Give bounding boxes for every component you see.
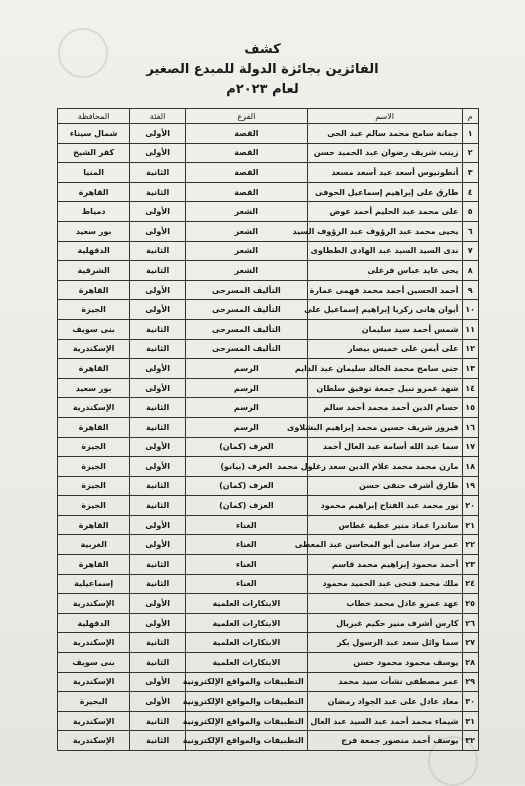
row-number: ١٣ (462, 359, 479, 379)
governorate-cell: الجيزة (58, 437, 130, 457)
winner-name: فيروز شريف حسين محمد إبراهيم البشلاوى (307, 417, 462, 437)
governorate-cell: الجيزة (58, 300, 130, 320)
winner-name: عهد عمرو عادل محمد خطاب (307, 594, 462, 614)
category-cell: الثانية (130, 319, 186, 339)
branch-cell: التأليف المسرحى (185, 319, 307, 339)
row-number: ٨ (462, 261, 479, 281)
category-cell: الثانية (130, 653, 186, 673)
row-number: ٣١ (462, 711, 479, 731)
winner-name: شمس أحمد سيد سليمان (307, 319, 462, 339)
row-number: ٢٤ (462, 574, 479, 594)
header-branch: الفرع (185, 109, 307, 124)
table-row (58, 515, 479, 535)
governorate-cell: القاهرة (58, 515, 130, 535)
winner-name: كارس أشرف منير حكيم غبريال (307, 613, 462, 633)
category-cell: الثانية (130, 339, 186, 359)
title-line-3: لعام ٢٠٢٣م (226, 82, 299, 97)
document-title (0, 40, 525, 100)
title-line-1: كشف (244, 42, 281, 57)
governorate-cell: الإسكندرية (58, 672, 130, 692)
row-number: ٢١ (462, 515, 479, 535)
branch-cell: الابتكارات العلمية (185, 633, 307, 653)
branch-cell: الرسم (185, 417, 307, 437)
header-governorate: المحافظة (58, 109, 130, 124)
winner-name: شهد عمرو نبيل جمعة توفيق سلطان (307, 378, 462, 398)
winner-name: عمر مراد سامى أبو المحاسن عبد المعطى (307, 535, 462, 555)
governorate-cell: الغربية (58, 535, 130, 555)
branch-cell: الشعر (185, 241, 307, 261)
table-row (58, 202, 479, 222)
category-cell: الأولى (130, 613, 186, 633)
branch-cell: الشعر (185, 221, 307, 241)
row-number: ١٠ (462, 300, 479, 320)
table-row (58, 124, 479, 144)
category-cell: الثانية (130, 711, 186, 731)
table-row (58, 457, 479, 477)
row-number: ٢٧ (462, 633, 479, 653)
governorate-cell: الإسكندرية (58, 731, 130, 751)
table-row (58, 594, 479, 614)
winner-name: أحمد الحسين أحمد محمد فهمى عمارة (307, 280, 462, 300)
branch-cell: التطبيقات والمواقع الإلكترونية (185, 692, 307, 712)
table-row (58, 555, 479, 575)
row-number: ٧ (462, 241, 479, 261)
branch-cell: الابتكارات العلمية (185, 653, 307, 673)
table-row (58, 417, 479, 437)
branch-cell: العزف (كمان) (185, 437, 307, 457)
branch-cell: التطبيقات والمواقع الإلكترونية (185, 711, 307, 731)
row-number: ٤ (462, 182, 479, 202)
governorate-cell: الشرقية (58, 261, 130, 281)
table-row (58, 261, 479, 281)
winner-name: حسام الدين أحمد محمد أحمد سالم (307, 398, 462, 418)
category-cell: الثانية (130, 496, 186, 516)
category-cell: الأولى (130, 457, 186, 477)
row-number: ٢٦ (462, 613, 479, 633)
governorate-cell: القاهرة (58, 417, 130, 437)
branch-cell: الابتكارات العلمية (185, 613, 307, 633)
row-number: ١٨ (462, 457, 479, 477)
winners-table (57, 108, 479, 751)
table-row (58, 339, 479, 359)
table-row (58, 359, 479, 379)
header-name: الاسم (307, 109, 462, 124)
category-cell: الأولى (130, 535, 186, 555)
branch-cell: التطبيقات والمواقع الإلكترونية (185, 731, 307, 751)
governorate-cell: الإسكندرية (58, 398, 130, 418)
table-row (58, 398, 479, 418)
category-cell: الأولى (130, 594, 186, 614)
governorate-cell: الجيزة (58, 496, 130, 516)
row-number: ٥ (462, 202, 479, 222)
winner-name: سما عبد الله أسامة عبد العال أحمد (307, 437, 462, 457)
category-cell: الثانية (130, 261, 186, 281)
row-number: ٣٢ (462, 731, 479, 751)
table-row (58, 221, 479, 241)
category-cell: الأولى (130, 221, 186, 241)
table-row (58, 731, 479, 751)
winner-name: ندى السيد السيد عبد الهادى الططاوى (307, 241, 462, 261)
branch-cell: الغناء (185, 515, 307, 535)
row-number: ١٧ (462, 437, 479, 457)
row-number: ٢٣ (462, 555, 479, 575)
row-number: ٢٥ (462, 594, 479, 614)
category-cell: الأولى (130, 359, 186, 379)
row-number: ١ (462, 124, 479, 144)
governorate-cell: القاهرة (58, 182, 130, 202)
governorate-cell: القاهرة (58, 359, 130, 379)
table-row (58, 653, 479, 673)
table-row (58, 476, 479, 496)
category-cell: الأولى (130, 300, 186, 320)
table-row (58, 300, 479, 320)
governorate-cell: الجيزة (58, 476, 130, 496)
governorate-cell: كفر الشيخ (58, 143, 130, 163)
winner-name: نور محمد عبد الفتاح إبراهيم محمود (307, 496, 462, 516)
winner-name: معاذ عادل على عبد الجواد رمضان (307, 692, 462, 712)
governorate-cell: المنيا (58, 163, 130, 183)
table-row (58, 711, 479, 731)
branch-cell: القصة (185, 143, 307, 163)
category-cell: الأولى (130, 378, 186, 398)
header-num: م (462, 109, 479, 124)
governorate-cell: القاهرة (58, 555, 130, 575)
table-row (58, 672, 479, 692)
branch-cell: الغناء (185, 574, 307, 594)
branch-cell: الشعر (185, 261, 307, 281)
category-cell: الثانية (130, 555, 186, 575)
governorate-cell: البحيرة (58, 692, 130, 712)
governorate-cell: الإسكندرية (58, 594, 130, 614)
table-row (58, 692, 479, 712)
winner-name: يحى عايد عباس فرغلى (307, 261, 462, 281)
winner-name: سما وائل سعد عبد الرسول بكر (307, 633, 462, 653)
table-row (58, 437, 479, 457)
table-row (58, 633, 479, 653)
branch-cell: القصة (185, 124, 307, 144)
winner-name: يحيى محمد عبد الرؤوف عبد الرؤوف السيد (307, 221, 462, 241)
winner-name: أيوان هانى زكريا إبراهيم إسماعيل على (307, 300, 462, 320)
row-number: ٢٨ (462, 653, 479, 673)
category-cell: الأولى (130, 672, 186, 692)
table-row (58, 182, 479, 202)
table-row (58, 163, 479, 183)
winner-name: طارق أشرف حنفى حسن (307, 476, 462, 496)
category-cell: الأولى (130, 143, 186, 163)
branch-cell: التأليف المسرحى (185, 339, 307, 359)
table-row (58, 535, 479, 555)
category-cell: الثانية (130, 241, 186, 261)
category-cell: الأولى (130, 437, 186, 457)
winner-name: جمانة سامح محمد سالم عبد الحى (307, 124, 462, 144)
branch-cell: التأليف المسرحى (185, 300, 307, 320)
branch-cell: الغناء (185, 555, 307, 575)
category-cell: الثانية (130, 574, 186, 594)
branch-cell: الشعر (185, 202, 307, 222)
category-cell: الثانية (130, 163, 186, 183)
governorate-cell: الجيزة (58, 457, 130, 477)
winner-name: ملك محمد فتحى عبد الحميد محمود (307, 574, 462, 594)
table-row (58, 378, 479, 398)
row-number: ٢٩ (462, 672, 479, 692)
row-number: ٦ (462, 221, 479, 241)
winner-name: مازن محمد محمد علام الدين سعد زغلول محمد (307, 457, 462, 477)
category-cell: الثانية (130, 476, 186, 496)
winner-name: يوسف محمود محمود حسن (307, 653, 462, 673)
branch-cell: الرسم (185, 359, 307, 379)
row-number: ١٤ (462, 378, 479, 398)
governorate-cell: الإسكندرية (58, 711, 130, 731)
row-number: ٢٠ (462, 496, 479, 516)
header-category: الفئة (130, 109, 186, 124)
table-row (58, 319, 479, 339)
category-cell: الأولى (130, 202, 186, 222)
winner-name: على أيمن على خميس بيصار (307, 339, 462, 359)
row-number: ٣٠ (462, 692, 479, 712)
governorate-cell: بور سعيد (58, 378, 130, 398)
table-header-row (58, 109, 479, 124)
branch-cell: العزف (بيانو) (185, 457, 307, 477)
winner-name: ساندرا عماد منير عطية غطاس (307, 515, 462, 535)
row-number: ٢٢ (462, 535, 479, 555)
table-row (58, 574, 479, 594)
category-cell: الأولى (130, 124, 186, 144)
table-row (58, 280, 479, 300)
row-number: ١٢ (462, 339, 479, 359)
table-row (58, 613, 479, 633)
branch-cell: التأليف المسرحى (185, 280, 307, 300)
governorate-cell: الإسكندرية (58, 339, 130, 359)
row-number: ٩ (462, 280, 479, 300)
winner-name: يوسف أحمد منصور جمعة فرج (307, 731, 462, 751)
row-number: ٢ (462, 143, 479, 163)
row-number: ١٥ (462, 398, 479, 418)
category-cell: الأولى (130, 515, 186, 535)
winner-name: شيماء محمد أحمد عبد السيد عبد العال (307, 711, 462, 731)
winner-name: جنى سامح محمد الخالد سليمان عبد الدايم (307, 359, 462, 379)
branch-cell: العزف (كمان) (185, 496, 307, 516)
branch-cell: الغناء (185, 535, 307, 555)
category-cell: الثانية (130, 633, 186, 653)
governorate-cell: بنى سويف (58, 319, 130, 339)
row-number: ١١ (462, 319, 479, 339)
winner-name: أحمد محمود إبراهيم محمد قاسم (307, 555, 462, 575)
row-number: ١٩ (462, 476, 479, 496)
governorate-cell: الدقهلية (58, 241, 130, 261)
winner-name: على محمد عبد الحليم أحمد عوض (307, 202, 462, 222)
table-row (58, 143, 479, 163)
branch-cell: القصة (185, 182, 307, 202)
row-number: ٣ (462, 163, 479, 183)
row-number: ١٦ (462, 417, 479, 437)
title-line-2: الفائزين بجائزة الدولة للمبدع الصغير (146, 62, 379, 77)
governorate-cell: دمياط (58, 202, 130, 222)
governorate-cell: الدقهلية (58, 613, 130, 633)
branch-cell: العزف (كمان) (185, 476, 307, 496)
branch-cell: القصة (185, 163, 307, 183)
winner-name: زينب شريف رضوان عبد الحميد حسن (307, 143, 462, 163)
branch-cell: الرسم (185, 398, 307, 418)
governorate-cell: بور سعيد (58, 221, 130, 241)
governorate-cell: الإسكندرية (58, 633, 130, 653)
winner-name: عمر مصطفى نشأت سيد محمد (307, 672, 462, 692)
governorate-cell: القاهرة (58, 280, 130, 300)
winner-name: طارق على إبراهيم إسماعيل الحوفى (307, 182, 462, 202)
category-cell: الثانية (130, 398, 186, 418)
table-row (58, 496, 479, 516)
category-cell: الثانية (130, 182, 186, 202)
table-row (58, 241, 479, 261)
category-cell: الأولى (130, 280, 186, 300)
branch-cell: التطبيقات والمواقع الإلكترونية (185, 672, 307, 692)
category-cell: الثانية (130, 417, 186, 437)
winner-name: أنطونيوس أسعد عيد أسعد مسعد (307, 163, 462, 183)
governorate-cell: شمال سيناء (58, 124, 130, 144)
category-cell: الثانية (130, 731, 186, 751)
governorate-cell: بنى سويف (58, 653, 130, 673)
branch-cell: الرسم (185, 378, 307, 398)
governorate-cell: إسماعيلية (58, 574, 130, 594)
branch-cell: الابتكارات العلمية (185, 594, 307, 614)
category-cell: الأولى (130, 692, 186, 712)
